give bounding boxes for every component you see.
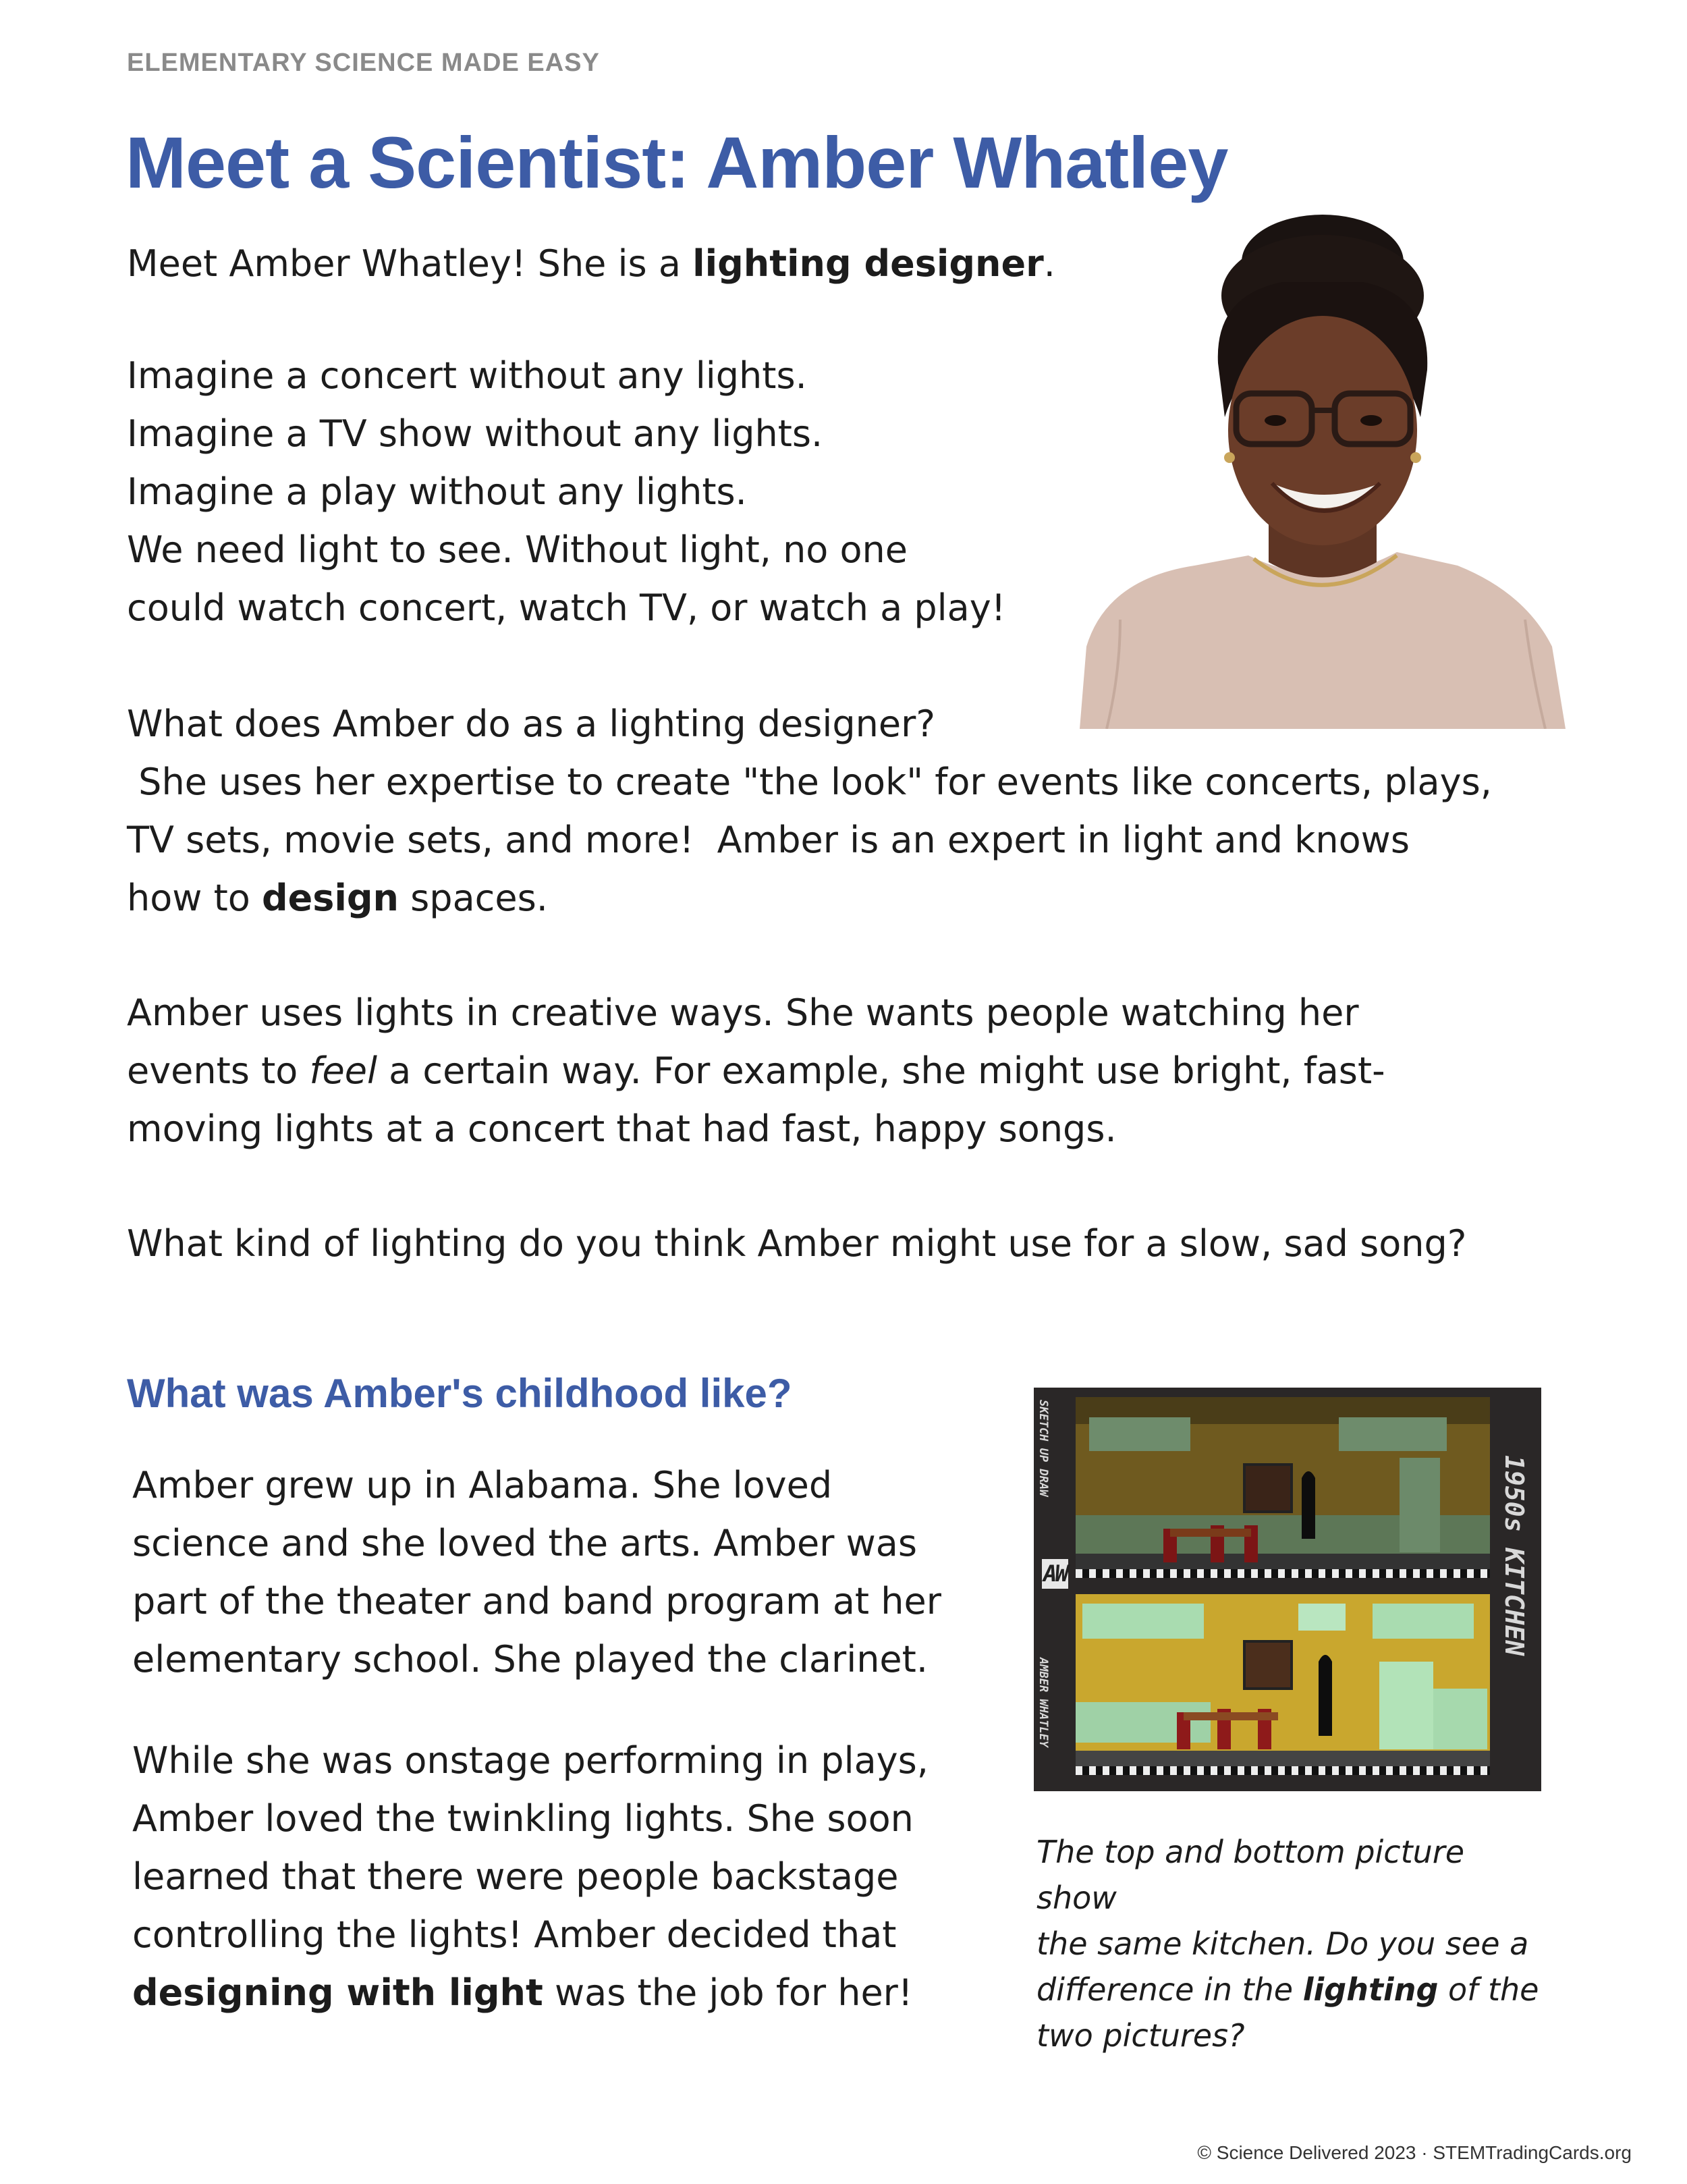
copyright-icon: © [1197,2142,1211,2163]
question-paragraph: What kind of lighting do you think Amber might use for a slow, sad song? [127,1222,1467,1265]
kitchen-bottom-panel [1076,1594,1490,1775]
text-line: Amber loved the twinkling lights. She soon [132,1797,914,1840]
uses-paragraph [127,984,1578,1158]
text-line: What does Amber do as a lighting designer? [127,703,935,745]
card-label-top: SKETCH UP DRAW [1036,1400,1050,1497]
kicker: ELEMENTARY SCIENCE MADE EASY [127,49,600,77]
what-paragraph [127,695,1578,927]
childhood-heading: What was Amber's childhood like? [127,1371,792,1416]
text-line: the same kitchen. Do you see a [1036,1926,1529,1962]
imagine-paragraph [127,347,1099,637]
text-line: We need light to see. Without light, no one [127,528,908,571]
text-line: While she was onstage performing in plays, [132,1739,929,1782]
text-line: elementary school. She played the clarinet. [132,1638,928,1681]
text-line: She uses her expertise to create "the look" for events like concerts, plays, [127,761,1492,803]
text-line: Imagine a play without any lights. [127,470,747,513]
card-logo: AW [1043,1560,1067,1587]
text-line: difference in the lighting of the [1036,1971,1539,2008]
text-line: two pictures? [1036,2017,1245,2054]
text-line: controlling the lights! Amber decided that [132,1913,897,1956]
page-title: Meet a Scientist: Amber Whatley [126,121,1228,203]
footer: © Science Delivered 2023 · STEMTradingCards.org [1197,2142,1632,2163]
card-label-bottom: AMBER WHATLEY [1036,1658,1050,1748]
text-line: TV sets, movie sets, and more! Amber is an expert in light and knows [127,819,1410,861]
text-line: The top and bottom picture show [1036,1834,1465,1916]
kitchen-card-image [1034,1388,1541,1791]
childhood-paragraph-1 [132,1456,1036,1689]
text-line: events to feel a certain way. For example, she might use bright, fast- [127,1049,1385,1092]
text-line: learned that there were people backstage [132,1855,899,1898]
text-line: Imagine a TV show without any lights. [127,412,823,455]
text-line: Amber uses lights in creative ways. She wants people watching her [127,991,1359,1034]
text-line: part of the theater and band program at her [132,1580,941,1622]
text-line: Amber grew up in Alabama. She loved [132,1464,833,1506]
text-line: Imagine a concert without any lights. [127,354,807,397]
intro-paragraph: Meet Amber Whatley! She is a lighting designer. [127,242,1055,285]
card-title: 1950s KITCHEN [1499,1455,1529,1656]
text-line: how to design spaces. [127,877,548,919]
text-line: moving lights at a concert that had fast, happy songs. [127,1108,1117,1150]
text-line: science and she loved the arts. Amber was [132,1522,918,1564]
image-caption [1036,1829,1549,2058]
text-line: could watch concert, watch TV, or watch a play! [127,586,1006,629]
text-line: designing with light was the job for her! [132,1971,913,2014]
scientist-portrait [1080,215,1566,729]
kitchen-top-panel [1076,1397,1490,1578]
childhood-paragraph-2 [132,1732,1050,2022]
